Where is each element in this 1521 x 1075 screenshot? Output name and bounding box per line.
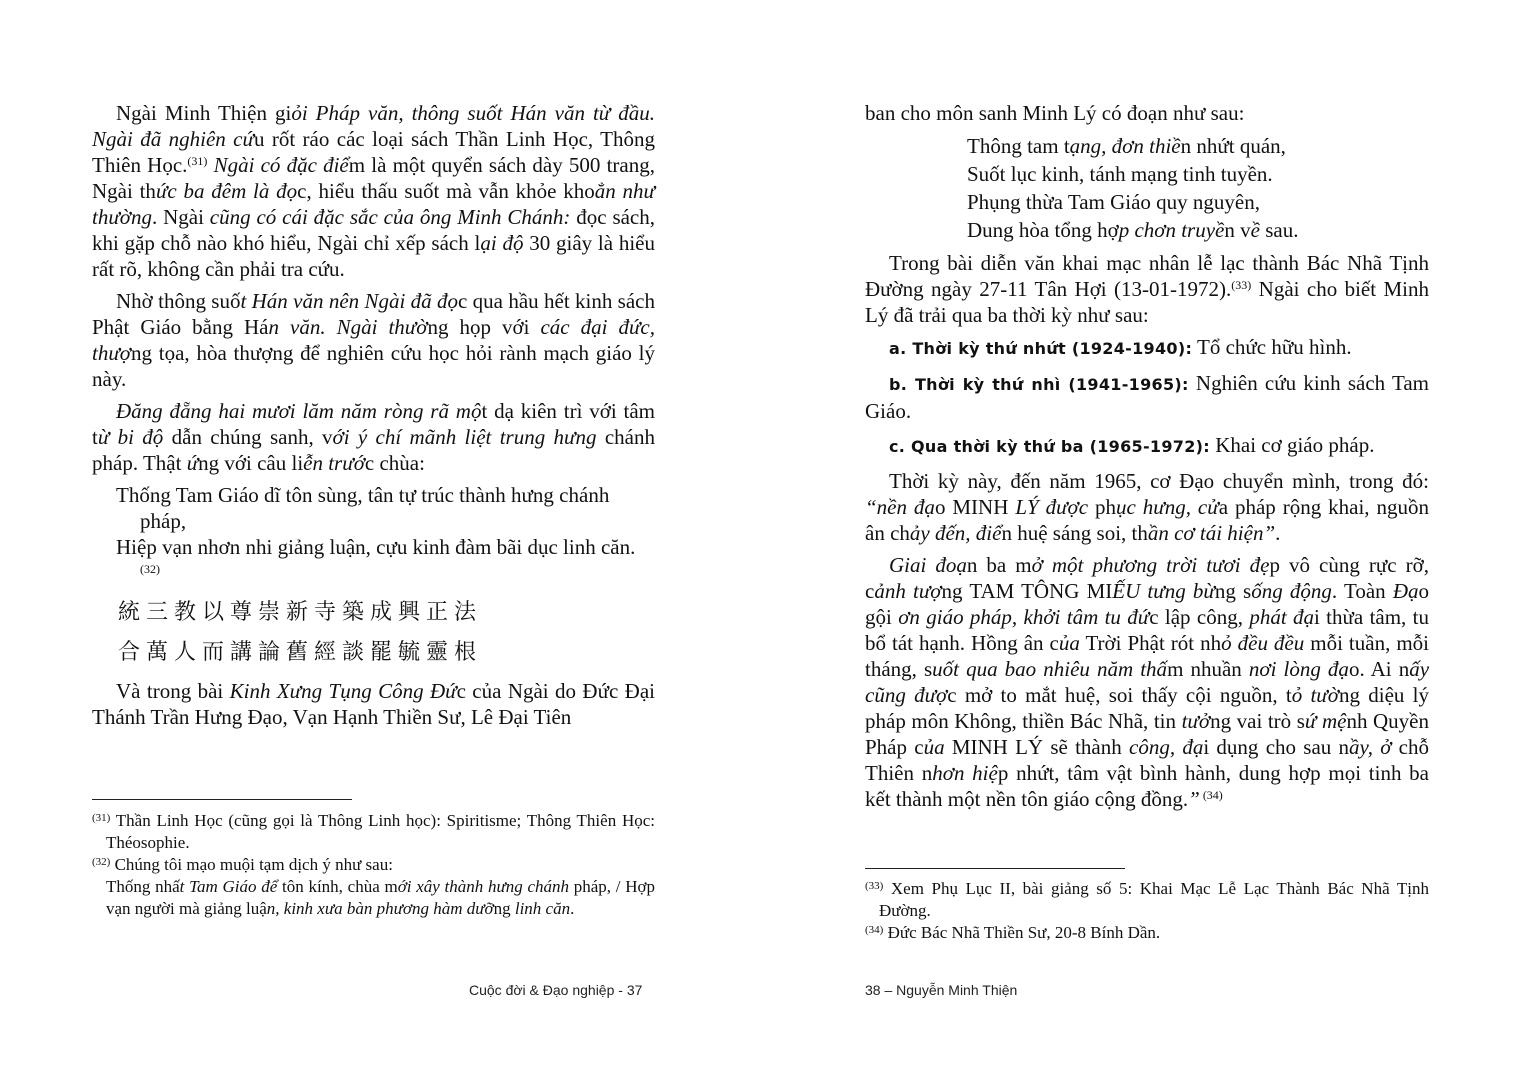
page-footer-left: Cuộc đời & Đạo nghiệp - 37 <box>469 982 643 998</box>
period-b-label: b. Thời kỳ thứ nhì (1941-1965): <box>889 375 1189 394</box>
footnote-32: $^{(32)}$ Chúng tôi mạo muội tạm dịch ý như sau: <box>92 855 393 874</box>
footnote-separator <box>92 799 352 800</box>
footnote-34: $^{(34)}$ Đức Bác Nhã Thiền Sư, 20-8 Bính Dần. <box>865 923 1161 942</box>
paragraph-minh-thien-intro: Ngài Minh Thiện giỏi Pháp văn, thông suốt Hán văn từ đầu. Ngài đã nghiên cứu rốt ráo các loại sách Thần Linh Học, Thông Thiên Học.$^{(31)}$ Ngài có đặc điểm là một quyển sách dày 500 trang, Ngài thức ba đêm là đọc, hiểu thấu suốt mà vẫn khỏe khoẳn như thường. Ngài cũng có cái đặc sắc của ông Minh Chánh: đọc sách, khi gặp chỗ nào khó hiểu, Ngài chỉ xếp sách lại độ 30 giây là hiểu rất rõ, không cần phải tra cứu. <box>92 101 656 281</box>
period-c-label: c. Qua thời kỳ thứ ba (1965-1972): <box>889 437 1210 456</box>
paragraph-han-van: Nhờ thông suốt Hán văn nên Ngài đã đọc qua hầu hết kinh sách Phật Giáo bằng Hán văn. Ngài thường họp với các đại đức, thượng tọa, hòa thượng để nghiên cứu học hỏi rành mạch giáo lý này. <box>92 289 655 391</box>
poem-line-3: Phụng thừa Tam Giáo quy nguyên, <box>967 190 1260 214</box>
footnote-ref-33: (33) <box>1231 278 1252 292</box>
poem-line-4: Dung hòa tổng hợp chơn truyền về sau. <box>967 218 1299 242</box>
paragraph-kinh-xung-tung: Và trong bài Kinh Xưng Tụng Công Đức của Ngài do Đức Đại Thánh Trần Hưng Đạo, Vạn Hạnh Thiền Sư, Lê Đại Tiên <box>92 679 655 729</box>
footnote-31: $^{(31)}$ Thần Linh Học (cũng gọi là Thông Linh học): Spiritisme; Thông Thiên Học: Théosophie. <box>92 811 655 852</box>
footnote-separator <box>865 868 1125 869</box>
footnote-33: $^{(33)}$ Xem Phụ Lục II, bài giảng số 5: Khai Mạc Lễ Lạc Thành Bác Nhã Tịnh Đường. <box>865 879 1429 920</box>
footnote-ref-34: (34) <box>1199 788 1223 802</box>
footnote-ref-31: (31) <box>187 154 208 168</box>
page-footer-right: 38 – Nguyễn Minh Thiện <box>865 982 1018 998</box>
chinese-couplet-line-2: 合萬人而講論舊經談罷毓靈根 <box>118 640 483 665</box>
poem-line-2: Suốt lục kinh, tánh mạng tinh tuyền. <box>967 162 1273 186</box>
footnote-32-translation: Thống nhất Tam Giáo để tôn kính, chùa mới xây thành hưng chánh pháp, / Hợp vạn người mà giảng luận, kinh xưa bàn phương hàm dưỡng linh căn. <box>106 877 655 918</box>
right-page-body <box>865 100 1429 818</box>
period-a-label: a. Thời kỳ thứ nhứt (1924-1940): <box>889 339 1193 358</box>
period-b: b. Thời kỳ thứ nhì (1941-1965): Nghiên cứu kinh sách Tam Giáo. <box>865 371 1429 423</box>
temple-couplet <box>92 482 655 586</box>
left-page-body <box>92 100 655 736</box>
paragraph-giai-doan-ba: Giai đoạn ba mở một phương trời tươi đẹp vô cùng rực rỡ, cảnh tượng TAM TÔNG MIẾU tưng bừng sống động. Toàn Đạo gội ơn giáo pháp, khởi tâm tu đức lập công, phát đại thừa tâm, tu bổ tát hạnh. Hồng ân của Trời Phật rót nhỏ đều đều mỗi tuần, mỗi tháng, suốt qua bao nhiêu năm thấm nhuần nơi lòng đạo. Ai nấy cũng được mở to mắt huệ, soi thấy cội nguồn, tỏ tường diệu lý pháp môn Không, thiền Bác Nhã, tin tưởng vai trò sứ mệnh Quyền Pháp của MINH LÝ sẽ thành công, đại dụng cho sau nầy, ở chỗ Thiên nhơn hiệp nhứt, tâm vật bình hành, dung hợp mọi tinh ba kết thành một nền tôn giáo cộng đồng.” $^{(34)}$ <box>865 553 1430 811</box>
right-footnotes <box>865 878 1429 944</box>
couplet-line-2: Hiệp vạn nhơn nhi giảng luận, cựu kinh đàm bãi dục linh căn.$^{(32)}$ <box>116 535 636 576</box>
footnote-ref-32: (32) <box>140 562 160 576</box>
paragraph-twenty-five-years: Đăng đẵng hai mươi lăm năm ròng rã một dạ kiên trì với tâm từ bi độ dẫn chúng sanh, với ý chí mãnh liệt trung hưng chánh pháp. Thật ứng với câu liễn trước chùa: <box>92 399 655 475</box>
paragraph-1965: Thời kỳ này, đến năm 1965, cơ Đạo chuyển mình, trong đó: “nền đạo MINH LÝ được phục hưng, cửa pháp rộng khai, nguồn ân chảy đến, điển huệ sáng soi, thần cơ tái hiện”. <box>865 469 1429 545</box>
couplet-line-1: Thống Tam Giáo dĩ tôn sùng, tân tự trúc thành hưng chánh pháp, <box>116 483 610 533</box>
paragraph-inaugural-speech: Trong bài diễn văn khai mạc nhân lễ lạc thành Bác Nhã Tịnh Đường ngày 27-11 Tân Hợi (13-01-1972).$^{(33)}$ Ngài cho biết Minh Lý đã trải qua ba thời kỳ như sau: <box>865 251 1429 327</box>
chinese-couplet-line-1: 統三教以尊崇新寺築成興正法 <box>118 600 483 625</box>
poem-line-1: Thông tam tạng, đơn thiền nhứt quán, <box>967 134 1286 158</box>
period-c: c. Qua thời kỳ thứ ba (1965-1972): Khai cơ giáo pháp. <box>889 433 1375 457</box>
left-footnotes <box>92 810 655 920</box>
period-a: a. Thời kỳ thứ nhứt (1924-1940): Tổ chức hữu hình. <box>889 335 1352 359</box>
poem-block <box>967 132 1429 244</box>
paragraph-continuation: ban cho môn sanh Minh Lý có đoạn như sau: <box>865 101 1245 125</box>
